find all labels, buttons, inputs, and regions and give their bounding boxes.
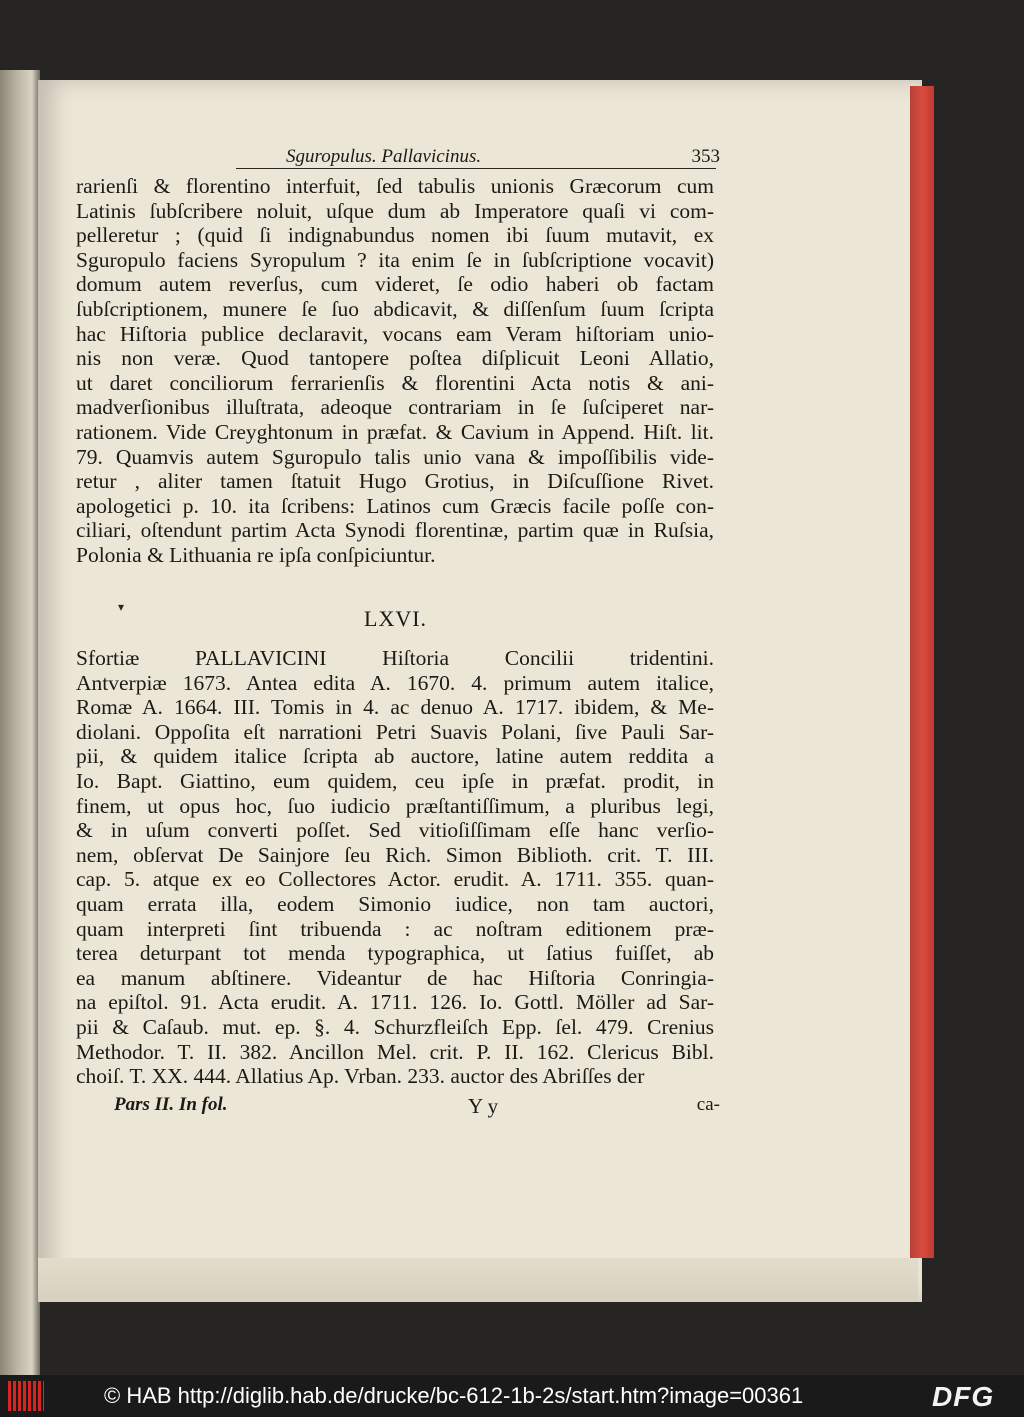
page-number: 353 [691, 146, 720, 167]
text-line: retur , aliter tamen ſtatuit Hugo Grotius, in Diſcuſſione Rivet. [76, 469, 714, 494]
text-line: finem, ut opus hoc, ſuo iudicio præſtantiſſimum, a pluribus legi, [76, 793, 714, 818]
text-line: domum autem reverſus, cum videret, ſe odio haberi ob factam [76, 272, 714, 297]
text-line: Sfortiæ PALLAVICINI Hiſtoria Concilii tridentini. [76, 646, 714, 670]
text-line: madverſionibus illuſtrata, adeoque contrariam in ſe ſuſciperet nar- [76, 395, 714, 420]
text-line: terea deturpant tot menda typographica, ut ſatius fuiſſet, ab [76, 941, 714, 966]
catchword: ca- [696, 1094, 720, 1115]
margin-mark: ▾ [118, 600, 125, 614]
red-page-edge [910, 86, 934, 1258]
left-page-edge [0, 70, 40, 1395]
viewer-footer-bar [0, 1375, 1024, 1417]
text-line: choiſ. T. XX. 444. Allatius Ap. Vrban. 233. auctor des Abriſſes der [76, 1064, 645, 1089]
text-line: pii & Caſaub. mut. ep. §. 4. Schurzfleiſch Epp. ſel. 479. Crenius [76, 1014, 714, 1039]
text-line: nis non veræ. Quod tantopere poſtea diſplicuit Leoni Allatio, [76, 346, 714, 371]
text-line: Latinis ſubſcribere noluit, uſque dum ab Imperatore quaſi vi com- [76, 198, 714, 223]
page-footer [80, 1094, 720, 1122]
running-head [236, 144, 720, 169]
text-line: nem, obſervat De Sainjore ſeu Rich. Simon Biblioth. crit. T. III. [76, 842, 714, 867]
text-line: rationem. Vide Creyghtonum in præfat. & Cavium in Append. Hiſt. lit. [76, 419, 714, 444]
text-line: ciliari, oſtendunt partim Acta Synodi florentinæ, partim quæ in Ruſsia, [76, 518, 714, 543]
text-line: Polonia & Lithuania re ipſa conſpiciuntur. [76, 542, 436, 567]
text-line: quam interpreti ſint tribuenda : ac noſtram editionem præ- [76, 916, 714, 941]
text-line: diolani. Oppoſita eſt narrationi Petri Suavis Polani, ſive Pauli Sar- [76, 719, 714, 744]
text-line: pii, & quidem italice ſcripta ab auctore, latine autem reddita a [76, 744, 714, 769]
text-line: na epiſtol. 91. Acta erudit. A. 1711. 126. Io. Gottl. Möller ad Sar- [76, 990, 714, 1015]
text-line: hac Hiſtoria publice declaravit, vocans eam Veram hiſtoriam unio- [76, 321, 714, 346]
text-line: Antverpiæ 1673. Antea edita A. 1670. 4. primum autem italice, [76, 670, 714, 695]
text-line: 79. Quamvis autem Sguropulo talis unio vana & impoſſibilis vide- [76, 444, 714, 469]
page-bottom [38, 1258, 918, 1302]
text-line: Methodor. T. II. 382. Ancillon Mel. crit. P. II. 162. Clericus Bibl. [76, 1039, 714, 1064]
text-line: & in uſum converti poſſet. Sed vitioſiſſimam eſſe hanc verſio- [76, 818, 714, 843]
text-line: cap. 5. atque ex eo Collectores Actor. erudit. A. 1711. 355. quan- [76, 867, 714, 892]
text-line: ea manum abſtinere. Videantur de hac Hiſtoria Conringia- [76, 965, 714, 990]
text-line: ut daret conciliorum ferrarienſis & florentini Acta notis & ani- [76, 370, 714, 395]
source-url[interactable]: © HAB http://diglib.hab.de/drucke/bc-612-1b-2s/start.htm?image=00361 [104, 1383, 804, 1408]
text-line: apologetici p. 10. ita ſcribens: Latinos cum Græcis facile poſſe con- [76, 493, 714, 518]
text-line: Sguropulo faciens Syropulum ? ita enim ſe in ſubſcriptione vocavit) [76, 247, 714, 272]
footer-part: Pars II. In fol. [114, 1094, 228, 1115]
section-numeral: LXVI. [364, 606, 428, 631]
text-line: Io. Bapt. Giattino, eum quidem, ceu ipſe in præfat. prodit, in [76, 768, 714, 793]
text-line: ſubſcriptionem, munere ſe ſuo abdicavit, & diſſenſum ſuum ſcripta [76, 296, 714, 321]
section-1-text [76, 174, 714, 568]
section-2-text [76, 646, 714, 1089]
text-line: pelleretur ; (quid ſi indignabundus nomen ibi ſuum mutavit, ex [76, 223, 714, 248]
text-line: quam errata illa, eodem Simonio iudice, non tam auctori, [76, 891, 714, 916]
signature-mark: Y y [468, 1094, 499, 1118]
barcode-icon [8, 1381, 44, 1411]
dfg-logo: DFG [932, 1381, 995, 1412]
text-line: rarienſi & florentino interfuit, ſed tabulis unionis Græcorum cum [76, 174, 714, 198]
running-title: Sguropulus. Pallavicinus. [286, 146, 482, 167]
text-line: Romæ A. 1664. III. Tomis in 4. ac denuo A. 1717. ibidem, & Me- [76, 695, 714, 720]
